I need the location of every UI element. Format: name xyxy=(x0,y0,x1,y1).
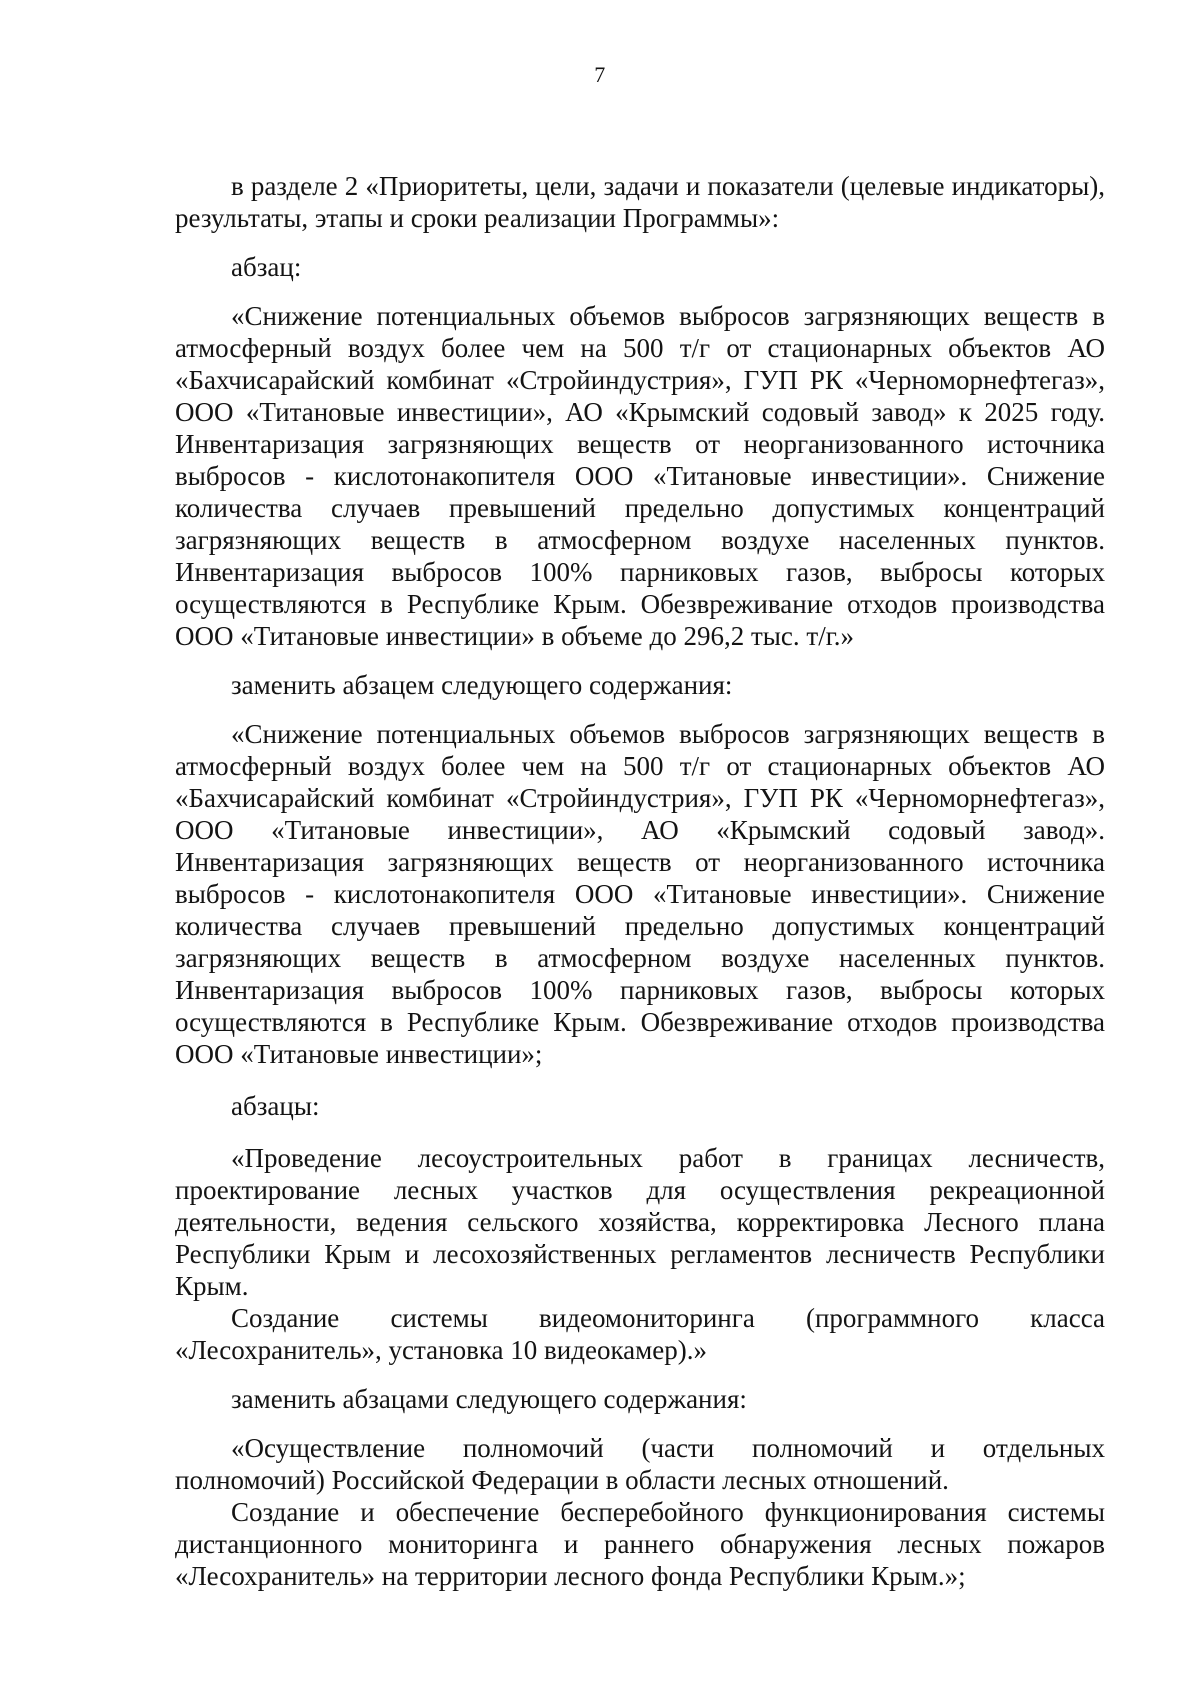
replace-instruction: заменить абзацем следующего содержания: xyxy=(231,670,733,700)
label-paragraphs: абзацы: xyxy=(231,1091,320,1121)
label-paragraph: абзац: xyxy=(231,252,302,282)
new-paragraph-authority: «Осуществление полномочий (части полномочий и отдельных полномочий) Российской Федерации в области лесных отношений. xyxy=(175,1433,1105,1495)
replace-instruction-plural: заменить абзацами следующего содержания: xyxy=(231,1384,747,1414)
old-paragraph-forestry: «Проведение лесоустроительных работ в границах лесничеств, проектирование лесных участков для осуществления рекреационной деятельности, ведения сельского хозяйства, корректировка Лесного плана Республики Крым и лесохозяйственных регламентов лесничеств Республики Крым. xyxy=(175,1143,1105,1301)
old-paragraph-video-monitoring: Создание системы видеомониторинга (программного класса «Лесохранитель», установка 10 видеокамер).» xyxy=(175,1303,1105,1365)
intro-paragraph: в разделе 2 «Приоритеты, цели, задачи и показатели (целевые индикаторы), результаты, этапы и сроки реализации Программы»: xyxy=(175,171,1105,233)
document-body xyxy=(175,170,1105,1592)
new-paragraph-monitoring: Создание и обеспечение бесперебойного функционирования системы дистанционного мониторинга и раннего обнаружения лесных пожаров «Лесохранитель» на территории лесного фонда Республики Крым.»; xyxy=(175,1497,1105,1591)
page-number: 7 xyxy=(594,62,606,87)
old-paragraph-emissions: «Снижение потенциальных объемов выбросов загрязняющих веществ в атмосферный воздух более чем на 500 т/г от стационарных объектов АО «Бахчисарайский комбинат «Стройиндустрия», ГУП РК «Черноморнефтегаз», ООО «Титановые инвестиции», АО «Крымский содовый завод» к 2025 году. Инвентаризация загрязняющих веществ от неорганизованного источника выбросов - кислотонакопителя ООО «Титановые инвестиции». Снижение количества случаев превышений предельно допустимых концентраций загрязняющих веществ в атмосферном воздухе населенных пунктов. Инвентаризация выбросов 100% парниковых газов, выбросы которых осуществляются в Республике Крым. Обезвреживание отходов производства ООО «Титановые инвестиции» в объеме до 296,2 тыс. т/г.» xyxy=(175,301,1105,651)
new-paragraph-emissions: «Снижение потенциальных объемов выбросов загрязняющих веществ в атмосферный воздух более чем на 500 т/г от стационарных объектов АО «Бахчисарайский комбинат «Стройиндустрия», ГУП РК «Черноморнефтегаз», ООО «Титановые инвестиции», АО «Крымский содовый завод». Инвентаризация загрязняющих веществ от неорганизованного источника выбросов - кислотонакопителя ООО «Титановые инвестиции». Снижение количества случаев превышений предельно допустимых концентраций загрязняющих веществ в атмосферном воздухе населенных пунктов. Инвентаризация выбросов 100% парниковых газов, выбросы которых осуществляются в Республике Крым. Обезвреживание отходов производства ООО «Титановые инвестиции»; xyxy=(175,719,1105,1069)
